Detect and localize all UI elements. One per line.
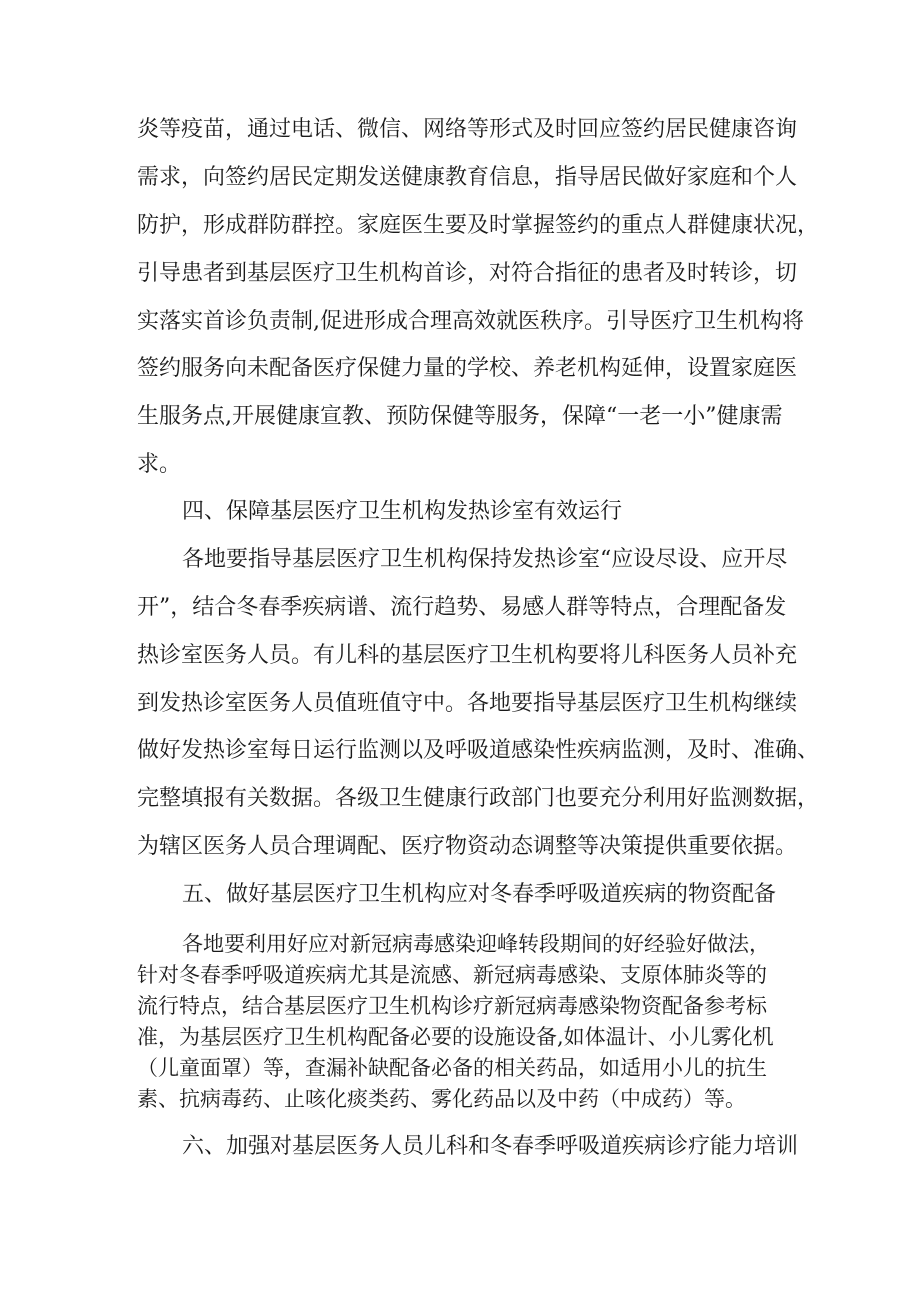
text-line: 各地要利用好应对新冠病毒感染迎峰转段期间的好经验好做法， xyxy=(182,932,770,956)
text-line: 开”，结合冬春季疾病谱、流行趋势、易感人群等特点，合理配备发 xyxy=(137,595,787,620)
text-line: 做好发热诊室每日运行监测以及呼吸道感染性疾病监测，及时、准确、 xyxy=(137,738,820,763)
section-heading-5: 五、做好基层医疗卫生机构应对冬春季呼吸道疾病的物资配备 xyxy=(182,882,777,907)
text-line: 为辖区医务人员合理调配、医疗物资动态调整等决策提供重要依据。 xyxy=(137,834,798,859)
text-line: 炎等疫苗，通过电话、微信、网络等形式及时回应签约居民健康咨询 xyxy=(137,117,798,142)
section-heading-6: 六、加强对基层医务人员儿科和冬春季呼吸道疾病诊疗能力培训 xyxy=(182,1134,799,1159)
section-heading-4: 四、保障基层医疗卫生机构发热诊室有效运行 xyxy=(182,499,623,524)
text-line: 求。 xyxy=(137,452,182,477)
text-line: 完整填报有关数据。各级卫生健康行政部门也要充分利用好监测数据， xyxy=(137,786,820,811)
text-line: 实落实首诊负责制,促进形成合理高效就医秩序。引导医疗卫生机构将 xyxy=(137,309,804,334)
text-line: 需求，向签约居民定期发送健康教育信息，指导居民做好家庭和个人 xyxy=(137,165,798,190)
text-line: 热诊室医务人员。有儿科的基层医疗卫生机构要将儿科医务人员补充 xyxy=(137,643,798,668)
text-line: 生服务点,开展健康宣教、预防保健等服务，保障“一老一小”健康需 xyxy=(137,404,783,429)
text-line: 针对冬春季呼吸道疾病尤其是流感、新冠病毒感染、支原体肺炎等的 xyxy=(137,963,767,987)
text-line: 防护，形成群防群控。家庭医生要及时掌握签约的重点人群健康状况， xyxy=(137,213,820,238)
text-line: 准，为基层医疗卫生机构配备必要的设施设备,如体温计、小儿雾化机 xyxy=(137,1025,774,1049)
text-line: 引导患者到基层医疗卫生机构首诊，对符合指征的患者及时转诊，切 xyxy=(137,261,798,286)
text-line: 流行特点，结合基层医疗卫生机构诊疗新冠病毒感染物资配备参考标 xyxy=(137,994,767,1018)
text-line: 素、抗病毒药、止咳化痰类药、雾化药品以及中药（中成药）等。 xyxy=(137,1087,746,1111)
text-line: 到发热诊室医务人员值班值守中。各地要指导基层医疗卫生机构继续 xyxy=(137,691,798,716)
text-line: 签约服务向未配备医疗保健力量的学校、养老机构延伸，设置家庭医 xyxy=(137,356,798,381)
text-line: 各地要指导基层医疗卫生机构保持发热诊室“应设尽设、应开尽 xyxy=(182,547,788,572)
text-line: （儿童面罩）等，查漏补缺配备必备的相关药品，如适用小儿的抗生 xyxy=(137,1056,767,1080)
